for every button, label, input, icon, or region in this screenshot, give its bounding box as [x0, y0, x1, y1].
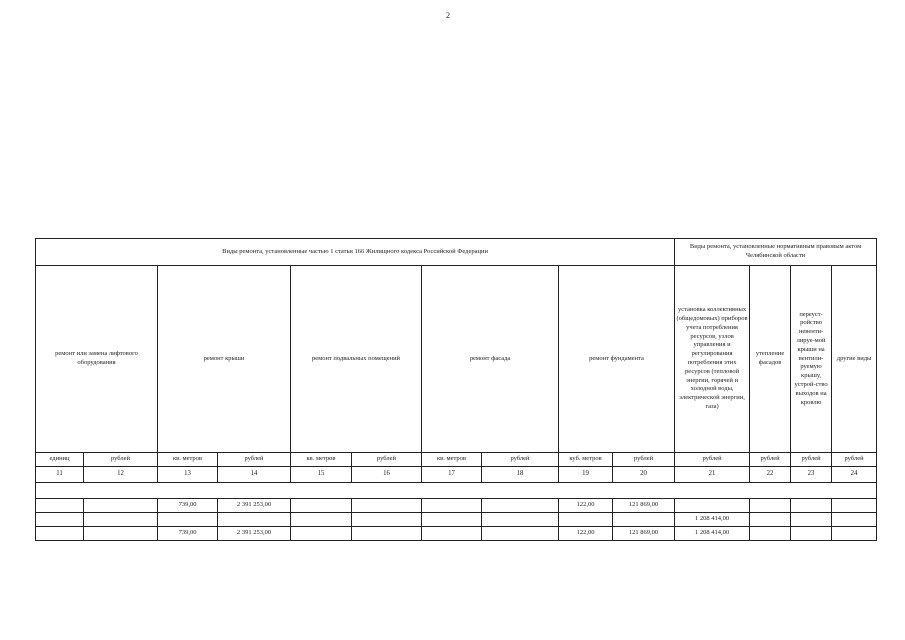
column-number: 17	[422, 467, 482, 483]
page-number: 2	[446, 11, 450, 20]
data-cell: 121 869,00	[613, 499, 675, 513]
repair-types-table	[35, 238, 877, 541]
header-meters-installation: установка коллективных (общедомовых) приборов учета потребления ресурсов, узлов управления и регулирования потребления этих ресурсов (тепловой энергии, горячей и холодной воды, электрической энергии, газа)	[675, 266, 750, 453]
data-cell	[482, 499, 559, 513]
unit-cell: рублей	[832, 453, 877, 467]
data-cell	[750, 513, 791, 527]
federal-repair-group-header: Виды ремонта, установленные частью 1 статьи 166 Жилищного кодекса Российской Федерации	[36, 239, 675, 266]
data-cell	[832, 499, 877, 513]
header-facade-repair: ремонт фасада	[422, 266, 559, 453]
column-number: 15	[291, 467, 352, 483]
column-numbers-row	[36, 467, 877, 483]
data-cell: 2 391 253,00	[218, 527, 291, 541]
data-cell: 1 208 414,00	[675, 527, 750, 541]
data-cell	[84, 513, 158, 527]
unit-cell: рублей	[352, 453, 422, 467]
data-cell	[352, 513, 422, 527]
column-number: 21	[675, 467, 750, 483]
data-cell	[352, 499, 422, 513]
column-number: 16	[352, 467, 422, 483]
data-cell	[422, 499, 482, 513]
column-number: 23	[791, 467, 832, 483]
table-row-total	[36, 527, 877, 541]
unit-cell: рублей	[791, 453, 832, 467]
unit-cell: рублей	[482, 453, 559, 467]
unit-cell: рублей	[84, 453, 158, 467]
unit-cell: кв. метров	[158, 453, 218, 467]
data-cell: 1 208 414,00	[675, 513, 750, 527]
unit-cell: кв. метров	[422, 453, 482, 467]
data-cell	[352, 527, 422, 541]
header-roof-repair: ремонт крыши	[158, 266, 291, 453]
data-cell: 739,00	[158, 499, 218, 513]
data-cell: 2 391 253,00	[218, 499, 291, 513]
data-cell	[559, 513, 613, 527]
data-cell	[482, 527, 559, 541]
header-elevator-repair: ремонт или замена лифтового оборудования	[36, 266, 158, 453]
header-roof-conversion: переуст-ройство невенти-лируе-мой крыши на вентили-руемую крышу, устрой-ство выходов на кровлю	[791, 266, 832, 453]
unit-cell: рублей	[750, 453, 791, 467]
data-cell	[84, 499, 158, 513]
data-cell	[158, 513, 218, 527]
data-cell	[832, 527, 877, 541]
data-cell	[675, 499, 750, 513]
unit-cell: рублей	[675, 453, 750, 467]
column-number: 12	[84, 467, 158, 483]
header-basement-repair: ремонт подвальных помещений	[291, 266, 422, 453]
unit-cell: куб. метров	[559, 453, 613, 467]
data-cell	[84, 527, 158, 541]
data-cell	[36, 513, 84, 527]
data-cell: 121 869,00	[613, 527, 675, 541]
data-cell	[482, 513, 559, 527]
column-number: 11	[36, 467, 84, 483]
spacer-cell	[36, 483, 877, 499]
unit-cell: единиц	[36, 453, 84, 467]
data-cell	[791, 527, 832, 541]
header-foundation-repair: ремонт фундамента	[559, 266, 675, 453]
data-cell: 122,00	[559, 499, 613, 513]
data-cell	[613, 513, 675, 527]
data-cell	[422, 527, 482, 541]
column-number: 13	[158, 467, 218, 483]
data-cell	[791, 499, 832, 513]
column-number: 18	[482, 467, 559, 483]
data-cell	[791, 513, 832, 527]
data-cell	[36, 499, 84, 513]
data-cell	[291, 499, 352, 513]
column-number: 14	[218, 467, 291, 483]
table-row	[36, 513, 877, 527]
data-cell	[291, 527, 352, 541]
data-cell	[832, 513, 877, 527]
spacer-row	[36, 483, 877, 499]
header-other-types: другие виды	[832, 266, 877, 453]
table-row	[36, 499, 877, 513]
data-cell	[750, 499, 791, 513]
data-cell	[218, 513, 291, 527]
header-facade-insulation: утепление фасадов	[750, 266, 791, 453]
unit-cell: кв. метров	[291, 453, 352, 467]
data-cell	[291, 513, 352, 527]
data-cell	[750, 527, 791, 541]
data-cell	[36, 527, 84, 541]
data-cell: 122,00	[559, 527, 613, 541]
column-number: 22	[750, 467, 791, 483]
unit-cell: рублей	[613, 453, 675, 467]
column-number: 19	[559, 467, 613, 483]
regional-repair-group-header: Виды ремонта, установленные нормативным правовым актом Челябинской области	[675, 239, 877, 266]
column-number: 20	[613, 467, 675, 483]
unit-cell: рублей	[218, 453, 291, 467]
column-number: 24	[832, 467, 877, 483]
data-cell: 739,00	[158, 527, 218, 541]
units-row	[36, 453, 877, 467]
data-cell	[422, 513, 482, 527]
